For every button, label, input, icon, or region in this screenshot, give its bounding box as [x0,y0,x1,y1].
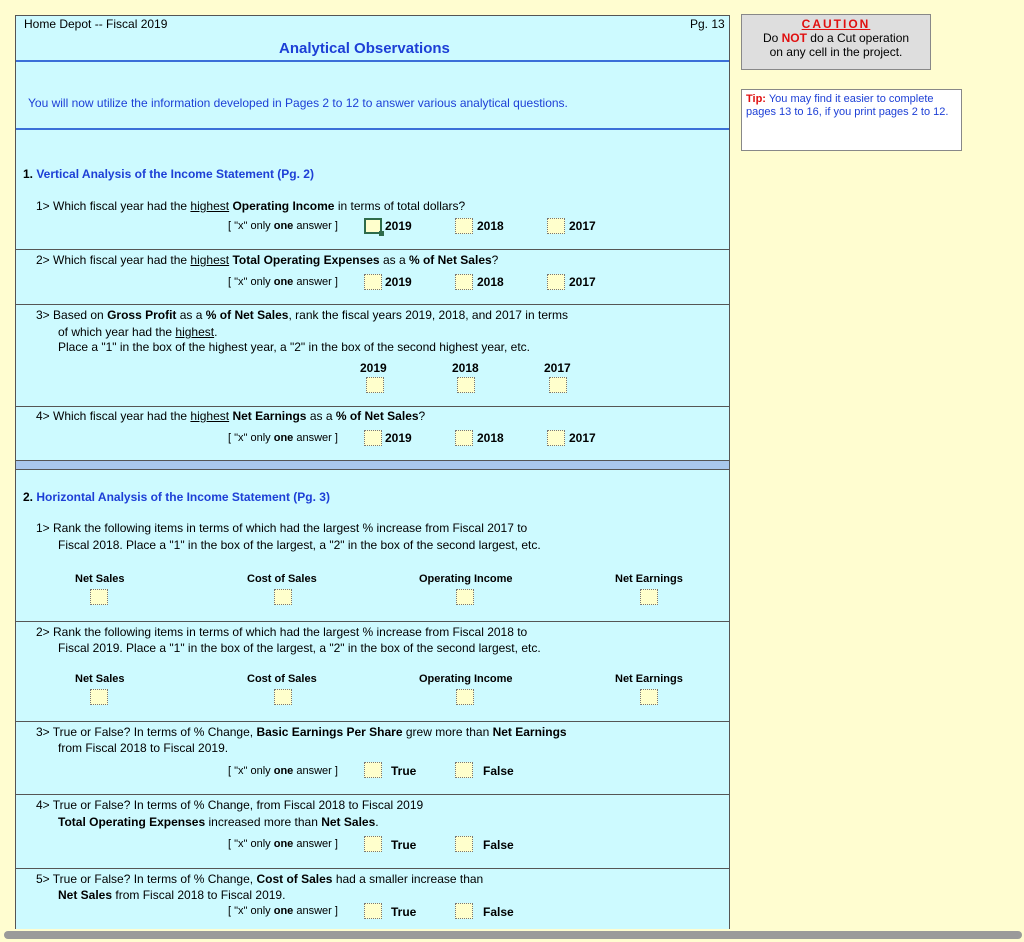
divider [16,868,729,869]
caution-title: CAUTION [801,17,871,31]
s2-q1-line1: 1> Rank the following items in terms of which had the largest % increase from Fiscal 2017 to [36,521,528,535]
intro-divider [16,128,729,130]
s2-q2-operating-income-header: Operating Income [419,673,513,685]
s1-q1-2019-label: 2019 [385,219,412,233]
s2-q2-cost-of-sales-rank-input[interactable] [274,689,292,705]
horizontal-scrollbar[interactable] [0,929,1024,942]
s1-q4-2017-checkbox[interactable] [547,430,565,446]
s1-q1-2017-label: 2017 [569,219,596,233]
caution-line2: on any cell in the project. [769,45,903,59]
s2-q3-true-label: True [391,764,417,778]
intro-text: You will now utilize the information developed in Pages 2 to 12 to answer various analytical questions. [28,96,568,110]
s1-q2-2018-label: 2018 [477,275,504,289]
s1-q2-instruction: [ "x" only one answer ] [228,276,338,288]
s2-q3-true-checkbox[interactable] [364,762,382,778]
s2-q2-operating-income-rank-input[interactable] [456,689,474,705]
section2-title: 2. Horizontal Analysis of the Income Statement (Pg. 3) [23,490,330,504]
s1-q2-2017-checkbox[interactable] [547,274,565,290]
section-separator [16,460,729,470]
s2-q3-instruction: [ "x" only one answer ] [228,765,338,777]
s2-q2-net-sales-header: Net Sales [75,673,125,685]
s2-q5-true-label: True [391,905,417,919]
s1-q1-2019-checkbox[interactable] [364,218,382,234]
s2-q2-net-earnings-rank-input[interactable] [640,689,658,705]
s2-q1-cost-of-sales-header: Cost of Sales [247,573,317,585]
s2-q5-instruction: [ "x" only one answer ] [228,905,338,917]
s2-q5-false-label: False [483,905,514,919]
divider [16,721,729,722]
divider [16,794,729,795]
s2-q5-line2: Net Sales from Fiscal 2018 to Fiscal 2019. [58,888,286,902]
tip-box [741,89,962,151]
s1-q4-text: 4> Which fiscal year had the highest Net Earnings as a % of Net Sales? [36,409,426,423]
s2-q4-true-label: True [391,838,417,852]
s2-q5-line1: 5> True or False? In terms of % Change, Cost of Sales had a smaller increase than [36,872,484,886]
caution-box [741,14,931,70]
s1-q3-line3: Place a "1" in the box of the highest year, a "2" in the box of the second highest year, etc. [58,340,531,354]
s2-q1-net-earnings-rank-input[interactable] [640,589,658,605]
s1-q1-instruction: [ "x" only one answer ] [228,220,338,232]
s1-q1-2018-checkbox[interactable] [455,218,473,234]
s2-q3-line2: from Fiscal 2018 to Fiscal 2019. [58,741,229,755]
divider [16,249,729,250]
caution-line1: Do NOT do a Cut operation [762,31,910,45]
s1-q3-2019-rank-input[interactable] [366,377,384,393]
s1-q3-2017-header: 2017 [544,361,571,375]
s2-q4-false-label: False [483,838,514,852]
sheet-header-label: Home Depot -- Fiscal 2019 [24,17,168,31]
s2-q4-instruction: [ "x" only one answer ] [228,838,338,850]
s2-q2-line2: Fiscal 2019. Place a "1" in the box of the largest, a "2" in the box of the second largest, etc. [58,641,541,655]
s1-q3-line1: 3> Based on Gross Profit as a % of Net Sales, rank the fiscal years 2019, 2018, and 2017 in terms [36,308,568,322]
s2-q4-false-checkbox[interactable] [455,836,473,852]
section1-title: 1. Vertical Analysis of the Income Statement (Pg. 2) [23,167,314,181]
s2-q4-true-checkbox[interactable] [364,836,382,852]
s2-q2-cost-of-sales-header: Cost of Sales [247,673,317,685]
s2-q1-net-sales-rank-input[interactable] [90,589,108,605]
s2-q1-cost-of-sales-rank-input[interactable] [274,589,292,605]
s1-q3-2017-rank-input[interactable] [549,377,567,393]
s2-q1-net-sales-header: Net Sales [75,573,125,585]
s2-q4-line2: Total Operating Expenses increased more than Net Sales. [58,815,379,829]
s1-q2-2018-checkbox[interactable] [455,274,473,290]
page-number: Pg. 13 [690,17,725,31]
s2-q5-true-checkbox[interactable] [364,903,382,919]
s2-q3-false-checkbox[interactable] [455,762,473,778]
title-divider [16,60,729,62]
s1-q4-2019-checkbox[interactable] [364,430,382,446]
s1-q2-2017-label: 2017 [569,275,596,289]
s1-q4-instruction: [ "x" only one answer ] [228,432,338,444]
scrollbar-thumb[interactable] [4,931,1022,939]
s1-q1-text: 1> Which fiscal year had the highest Operating Income in terms of total dollars? [36,199,466,213]
s2-q4-line1: 4> True or False? In terms of % Change, from Fiscal 2018 to Fiscal 2019 [36,798,424,812]
s2-q1-operating-income-header: Operating Income [419,573,513,585]
s2-q5-false-checkbox[interactable] [455,903,473,919]
s2-q2-net-sales-rank-input[interactable] [90,689,108,705]
s1-q4-2017-label: 2017 [569,431,596,445]
s1-q3-line2: of which year had the highest. [58,325,218,339]
divider [16,406,729,407]
s1-q2-2019-checkbox[interactable] [364,274,382,290]
s1-q3-2019-header: 2019 [360,361,387,375]
s2-q2-net-earnings-header: Net Earnings [615,673,683,685]
s1-q3-2018-header: 2018 [452,361,479,375]
s1-q4-2018-label: 2018 [477,431,504,445]
s2-q1-operating-income-rank-input[interactable] [456,589,474,605]
s2-q1-net-earnings-header: Net Earnings [615,573,683,585]
s2-q2-line1: 2> Rank the following items in terms of which had the largest % increase from Fiscal 2018 to [36,625,528,639]
s2-q3-line1: 3> True or False? In terms of % Change, Basic Earnings Per Share grew more than Net Earnings [36,725,567,739]
worksheet [15,15,730,932]
page-title: Analytical Observations [279,40,450,57]
s1-q2-2019-label: 2019 [385,275,412,289]
s2-q3-false-label: False [483,764,514,778]
s1-q1-2018-label: 2018 [477,219,504,233]
tip-text: You may find it easier to complete pages 13 to 16, if you print pages 2 to 12. [746,93,949,118]
tip-label: Tip: [746,93,766,105]
s1-q3-2018-rank-input[interactable] [457,377,475,393]
s1-q4-2018-checkbox[interactable] [455,430,473,446]
s1-q2-text: 2> Which fiscal year had the highest Total Operating Expenses as a % of Net Sales? [36,253,499,267]
divider [16,304,729,305]
s1-q4-2019-label: 2019 [385,431,412,445]
s2-q1-line2: Fiscal 2018. Place a "1" in the box of the largest, a "2" in the box of the second largest, etc. [58,538,541,552]
divider [16,621,729,622]
s1-q1-2017-checkbox[interactable] [547,218,565,234]
